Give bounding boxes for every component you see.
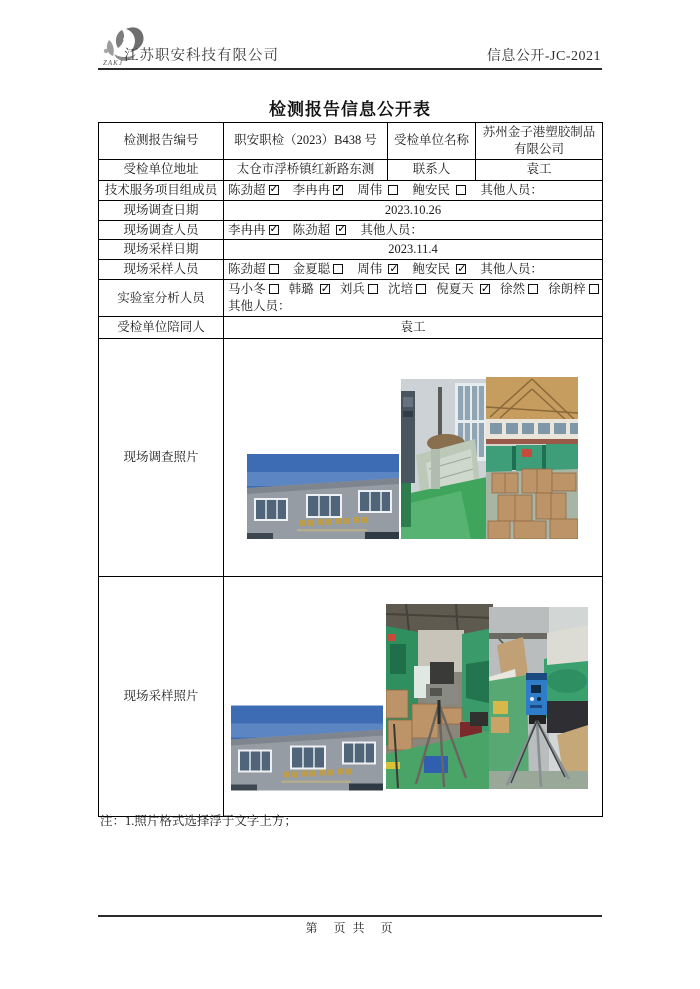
- checkbox-icon: [388, 264, 398, 274]
- staff-name: 马小冬: [228, 281, 279, 298]
- survey-photos-cell: [224, 339, 603, 577]
- tech-team-members: [224, 180, 603, 200]
- checkbox-icon: [336, 225, 346, 235]
- staff-name: 刘兵: [340, 281, 378, 298]
- sampling-date-value: 2023.11.4: [224, 240, 603, 260]
- checkbox-icon: [528, 284, 538, 294]
- others-label: 其他人员：: [480, 182, 543, 197]
- staff-name: 陈劲超 ✓: [293, 222, 347, 239]
- table-row: [99, 180, 603, 200]
- staff-name: 徐然: [500, 281, 538, 298]
- photo-building-facade: [231, 705, 383, 791]
- checkbox-icon: [480, 284, 490, 294]
- sampling-staff-members: [224, 260, 603, 280]
- staff-name: 周伟 ✓: [357, 261, 398, 278]
- staff-name: 徐朗梓: [548, 281, 599, 298]
- doc-code: 信息公开-JC-2021: [486, 49, 601, 64]
- others-label: 其他人员：: [480, 262, 543, 277]
- photo-building-facade: [247, 454, 399, 539]
- footer-rule: [98, 915, 602, 917]
- checkbox-icon: [269, 284, 279, 294]
- table-row: [99, 280, 603, 317]
- checkbox-icon: [333, 264, 343, 274]
- staff-name: 陈劲超 ✓: [228, 182, 279, 199]
- page-number: 第 页 共 页: [305, 921, 395, 935]
- checkbox-icon: [368, 284, 378, 294]
- staff-name: 周伟: [357, 182, 398, 199]
- photo-covered-machines: [401, 379, 487, 539]
- sampling-staff-label: 现场采样人员: [99, 260, 224, 280]
- escort-label: 受检单位陪同人: [99, 317, 224, 339]
- sampling-photos-cell: [224, 577, 603, 817]
- escort-value: 袁工: [224, 317, 603, 339]
- checkbox-icon: [269, 185, 279, 195]
- unit-addr-value: 太仓市浮桥镇红新路东测: [224, 159, 388, 180]
- checkbox-icon: [456, 264, 466, 274]
- staff-name: 鲍安民: [413, 182, 467, 199]
- photo-boxes-hall: [486, 377, 578, 539]
- page-title: 检测报告信息公开表: [269, 100, 431, 119]
- others-label: 其他人员：: [360, 222, 423, 237]
- table-row: [99, 123, 603, 160]
- survey-photos-label: 现场调查照片: [99, 339, 224, 577]
- checkbox-icon: [333, 185, 343, 195]
- staff-name: 韩璐 ✓: [289, 281, 330, 298]
- company-name: 江苏职安科技有限公司: [124, 48, 279, 64]
- tech-team-label: 技术服务项目组成员: [99, 180, 224, 200]
- staff-name: 李冉冉 ✓: [228, 222, 279, 239]
- photo-sampling-device: [489, 607, 588, 789]
- table-row: [99, 317, 603, 339]
- survey-staff-members: [224, 220, 603, 240]
- header-rule: [98, 68, 602, 70]
- sampling-date-label: 现场采样日期: [99, 240, 224, 260]
- survey-date-value: 2023.10.26: [224, 200, 603, 220]
- sampling-photos-label: 现场采样照片: [99, 577, 224, 817]
- staff-name: 李冉冉 ✓: [293, 182, 344, 199]
- contact-label: 联系人: [388, 159, 476, 180]
- checkbox-icon: [589, 284, 599, 294]
- survey-staff-label: 现场调查人员: [99, 220, 224, 240]
- report-no-value: 职安职检（2023）B438 号: [224, 123, 388, 160]
- checkbox-icon: [320, 284, 330, 294]
- table-row: [99, 260, 603, 280]
- contact-value: 袁工: [476, 159, 603, 180]
- table-row: [99, 240, 603, 260]
- photo-workshop-tripod: [386, 604, 493, 789]
- staff-name: 倪夏天 ✓: [436, 281, 490, 298]
- checkbox-icon: [388, 185, 398, 195]
- staff-name: 金夏聪: [293, 261, 344, 278]
- survey-date-label: 现场调查日期: [99, 200, 224, 220]
- table-row: [99, 339, 603, 577]
- unit-name-value: 苏州金子港塑胶制品有限公司: [476, 123, 603, 160]
- checkbox-icon: [269, 264, 279, 274]
- others-label: 其他人员：: [228, 299, 291, 314]
- unit-name-label: 受检单位名称: [388, 123, 476, 160]
- svg-text:ZAKJ: ZAKJ: [103, 59, 123, 67]
- checkbox-icon: [269, 225, 279, 235]
- unit-addr-label: 受检单位地址: [99, 159, 224, 180]
- checkbox-icon: [416, 284, 426, 294]
- lab-staff-label: 实验室分析人员: [99, 280, 224, 317]
- staff-name: 沈培: [388, 281, 426, 298]
- table-row: [99, 159, 603, 180]
- table-row: [99, 577, 603, 817]
- report-no-label: 检测报告编号: [99, 123, 224, 160]
- lab-staff-members: [224, 280, 603, 317]
- disclosure-form-table: [98, 122, 603, 817]
- table-row: [99, 200, 603, 220]
- staff-name: 鲍安民 ✓: [413, 261, 467, 278]
- checkbox-icon: [456, 185, 466, 195]
- staff-name: 陈劲超: [228, 261, 279, 278]
- table-row: [99, 220, 603, 240]
- footnote: 注：1.照片格式选择浮于文字上方；: [100, 814, 297, 828]
